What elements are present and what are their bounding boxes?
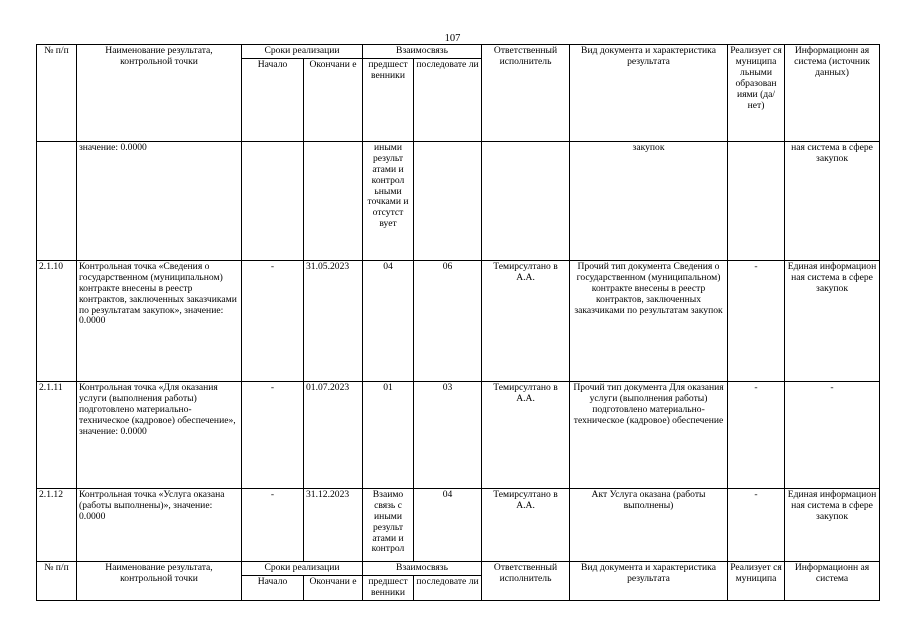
col-num-header: № п/п xyxy=(37,561,77,600)
col-doc-header: Вид документа и характеристика результата xyxy=(570,45,728,142)
col-terms-header: Сроки реализации xyxy=(242,45,363,59)
row-num xyxy=(37,141,77,260)
col-relation-header: Взаимосвязь xyxy=(363,45,482,59)
row-next: 03 xyxy=(414,381,482,488)
col-municipal-header: Реализует ся муниципа льными образован иями (да/нет) xyxy=(728,45,785,142)
col-start-header: Начало xyxy=(242,58,304,141)
col-prev-header: предшест венники xyxy=(363,58,414,141)
row-end: 31.12.2023 xyxy=(304,488,363,561)
row-doc: Прочий тип документа Сведения о государственном (муниципальном) контракте внесены в реестр контрактов, заключенных заказчиками по результатам закупок xyxy=(570,260,728,381)
row-next: 06 xyxy=(414,260,482,381)
row-num: 2.1.10 xyxy=(37,260,77,381)
table-row xyxy=(37,488,880,561)
row-start: - xyxy=(242,260,304,381)
table-row xyxy=(37,141,880,260)
row-end xyxy=(304,141,363,260)
col-info-header: Информационн ая система (источник данных) xyxy=(785,45,880,142)
col-num-header: № п/п xyxy=(37,45,77,142)
col-municipal-header: Реализует ся муниципа xyxy=(728,561,785,600)
row-doc: закупок xyxy=(570,141,728,260)
row-next xyxy=(414,141,482,260)
row-municipal: - xyxy=(728,488,785,561)
row-prev: иными результ атами и контрол ьными точками и отсутст вует xyxy=(363,141,414,260)
row-name: Контрольная точка «Для оказания услуги (выполнения работы) подготовлено материально-техническое (кадровое) обеспечение», значение: 0.0000 xyxy=(77,381,242,488)
row-name: Контрольная точка «Сведения о государственном (муниципальном) контракте внесены в реестр контрактов, заключенных заказчиками по результатам закупок», значение: 0.0000 xyxy=(77,260,242,381)
col-responsible-header: Ответственный исполнитель xyxy=(482,45,570,142)
col-end-header: Окончани е xyxy=(304,58,363,141)
col-next-header: последовате ли xyxy=(414,58,482,141)
row-prev: 04 xyxy=(363,260,414,381)
row-end: 31.05.2023 xyxy=(304,260,363,381)
col-next-header: последовате ли xyxy=(414,575,482,600)
row-start xyxy=(242,141,304,260)
col-relation-header: Взаимосвязь xyxy=(363,561,482,575)
col-name-header: Наименование результата, контрольной точки xyxy=(77,45,242,142)
row-num: 2.1.12 xyxy=(37,488,77,561)
table-row xyxy=(37,260,880,381)
row-next: 04 xyxy=(414,488,482,561)
row-info: - xyxy=(785,381,880,488)
row-municipal: - xyxy=(728,260,785,381)
table-row xyxy=(37,381,880,488)
results-table xyxy=(36,44,880,601)
page-number: 107 xyxy=(444,33,461,44)
col-info-header: Информационн ая система xyxy=(785,561,880,600)
row-responsible: Темирсултано в А.А. xyxy=(482,381,570,488)
col-prev-header: предшест венники xyxy=(363,575,414,600)
row-responsible: Темирсултано в А.А. xyxy=(482,488,570,561)
col-start-header: Начало xyxy=(242,575,304,600)
col-responsible-header: Ответственный исполнитель xyxy=(482,561,570,600)
col-end-header: Окончани е xyxy=(304,575,363,600)
row-doc: Прочий тип документа Для оказания услуги (выполнения работы) подготовлено материально-техническое (кадровое) обеспечение xyxy=(570,381,728,488)
row-prev: Взаимо связь с иными результ атами и контрол xyxy=(363,488,414,561)
row-info: ная система в сфере закупок xyxy=(785,141,880,260)
row-info: Единая информацион ная система в сфере закупок xyxy=(785,260,880,381)
row-name: Контрольная точка «Услуга оказана (работы выполнены)», значение: 0.0000 xyxy=(77,488,242,561)
col-doc-header: Вид документа и характеристика результата xyxy=(570,561,728,600)
row-info: Единая информацион ная система в сфере закупок xyxy=(785,488,880,561)
row-num: 2.1.11 xyxy=(37,381,77,488)
row-start: - xyxy=(242,488,304,561)
row-responsible: Темирсултано в А.А. xyxy=(482,260,570,381)
header-row-1 xyxy=(37,45,880,59)
row-doc: Акт Услуга оказана (работы выполнены) xyxy=(570,488,728,561)
row-end: 01.07.2023 xyxy=(304,381,363,488)
col-name-header: Наименование результата, контрольной точки xyxy=(77,561,242,600)
row-name: значение: 0.0000 xyxy=(77,141,242,260)
row-start: - xyxy=(242,381,304,488)
repeated-header-row-1 xyxy=(37,561,880,575)
col-terms-header: Сроки реализации xyxy=(242,561,363,575)
row-prev: 01 xyxy=(363,381,414,488)
row-responsible xyxy=(482,141,570,260)
row-municipal: - xyxy=(728,381,785,488)
row-municipal xyxy=(728,141,785,260)
